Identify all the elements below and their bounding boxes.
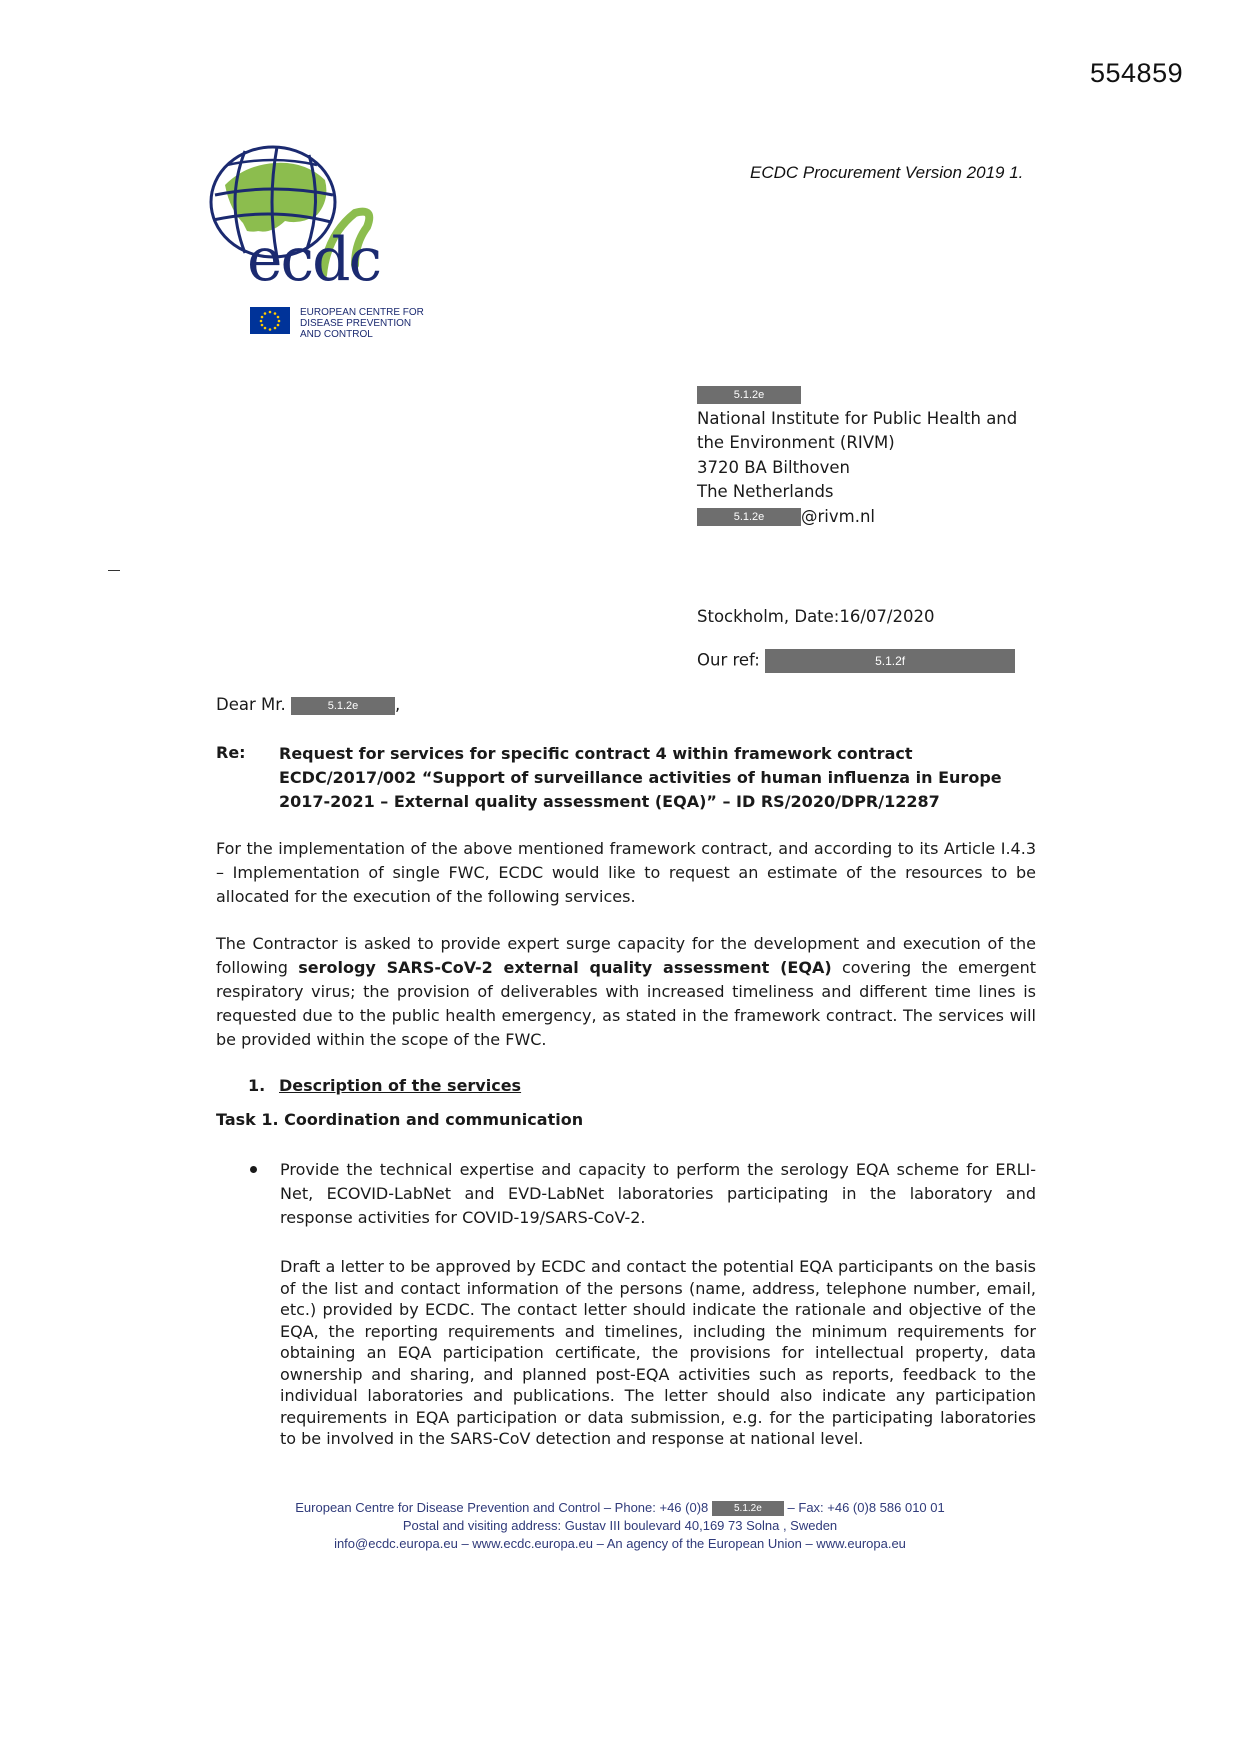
redaction-box: 5.1.2f — [765, 649, 1015, 673]
section-number: 1. — [248, 1076, 266, 1095]
section-heading — [248, 1076, 521, 1095]
redaction-box: 5.1.2e — [291, 697, 395, 715]
logo-org-line: AND CONTROL — [300, 329, 373, 340]
redaction-box: 5.1.2e — [712, 1501, 784, 1516]
footer-line — [150, 1500, 1090, 1516]
body-paragraph — [216, 932, 1036, 1052]
bullet-icon — [250, 1166, 257, 1173]
salutation-prefix: Dear Mr. — [216, 695, 286, 714]
footer-text: – Fax: +46 (0)8 586 010 01 — [787, 1500, 945, 1515]
ecdc-logo — [205, 145, 445, 345]
address-line: National Institute for Public Health and — [697, 408, 1018, 428]
redaction-box: 5.1.2e — [697, 508, 801, 526]
our-ref — [697, 649, 1015, 673]
eu-flag-icon — [250, 307, 290, 334]
emphasis-text: serology SARS-CoV-2 external quality assessment (EQA) — [298, 958, 832, 977]
subject-label: Re: — [216, 743, 246, 762]
paragraph-text: The Contractor is asked to provide expert surge capacity for the development and execution of the following — [216, 934, 1036, 977]
logo-wordmark: ecdc — [247, 225, 381, 295]
body-paragraph: Draft a letter to be approved by ECDC and contact the potential EQA participants on the basis of the list and contact information of the persons (name, address, telephone number, email, etc.) provided by ECDC. The contact letter should indicate the rationale and objective of the EQA, the reporting requirements and timelines, including the minimum requirements for obtaining an EQA participation certificate, the provisions for intellectual property, data ownership and sharing, and planned post-EQA activities such as reports, feedback to the individual laboratories and publications. The letter should also indicate any participation requirements in EQA participation or data submission, e.g. for the participating laboratories to be involved in the SARS-CoV detection and response at national level. — [280, 1257, 1036, 1448]
paragraph-text: covering the emergent respiratory virus; the provision of deliverables with increased timeliness and different time lines is requested due to the public health emergency, as stated in the framework contract. The services will be provided within the scope of the FWC. — [216, 958, 1037, 1049]
email-domain: @rivm.nl — [801, 506, 875, 526]
margin-mark — [108, 570, 120, 571]
salutation-suffix: , — [395, 695, 401, 714]
logo-org-name — [300, 307, 424, 340]
document-number: 554859 — [1090, 58, 1184, 88]
place-date: Stockholm, Date:16/07/2020 — [697, 607, 935, 626]
version-note: ECDC Procurement Version 2019 1. — [750, 163, 1024, 182]
bullet-item: Provide the technical expertise and capacity to perform the serology EQA scheme for ERLI-Net, ECOVID-LabNet and EVD-LabNet laboratories participating in the laboratory and response activities for COVID-19/SARS-CoV-2. — [280, 1160, 1036, 1227]
salutation — [216, 695, 400, 715]
task-heading: Task 1. Coordination and communication — [216, 1110, 584, 1129]
logo-org-line: EUROPEAN CENTRE FOR — [300, 307, 424, 318]
subject-text: Request for services for specific contract 4 within framework contract ECDC/2017/002 “Support of surveillance activities of human influenza in Europe 2017-2021 – External quality assessment (EQA)” – ID RS/2020/DPR/12287 — [279, 744, 1002, 811]
footer-text: European Centre for Disease Prevention and Control – Phone: +46 (0)8 — [295, 1500, 709, 1515]
our-ref-label: Our ref: — [697, 650, 760, 670]
address-email — [697, 505, 1017, 530]
footer-line: Postal and visiting address: Gustav III boulevard 40,169 73 Solna , Sweden — [402, 1518, 838, 1533]
logo-org-line: DISEASE PREVENTION — [300, 318, 412, 329]
body-paragraph: For the implementation of the above mentioned framework contract, and according to its Article I.4.3 – Implementation of single FWC, ECDC would like to request an estimate of the resources to be allocated for the execution of the following services. — [216, 839, 1036, 906]
footer-line: info@ecdc.europa.eu – www.ecdc.europa.eu – An agency of the European Union – www.europa.eu — [334, 1536, 906, 1551]
recipient-address — [697, 382, 1017, 529]
section-title: Description of the services — [279, 1076, 522, 1095]
address-line: the Environment (RIVM) — [697, 433, 895, 452]
address-line: The Netherlands — [697, 482, 834, 501]
address-line: 3720 BA Bilthoven — [697, 457, 850, 477]
redaction-box: 5.1.2e — [697, 386, 801, 404]
